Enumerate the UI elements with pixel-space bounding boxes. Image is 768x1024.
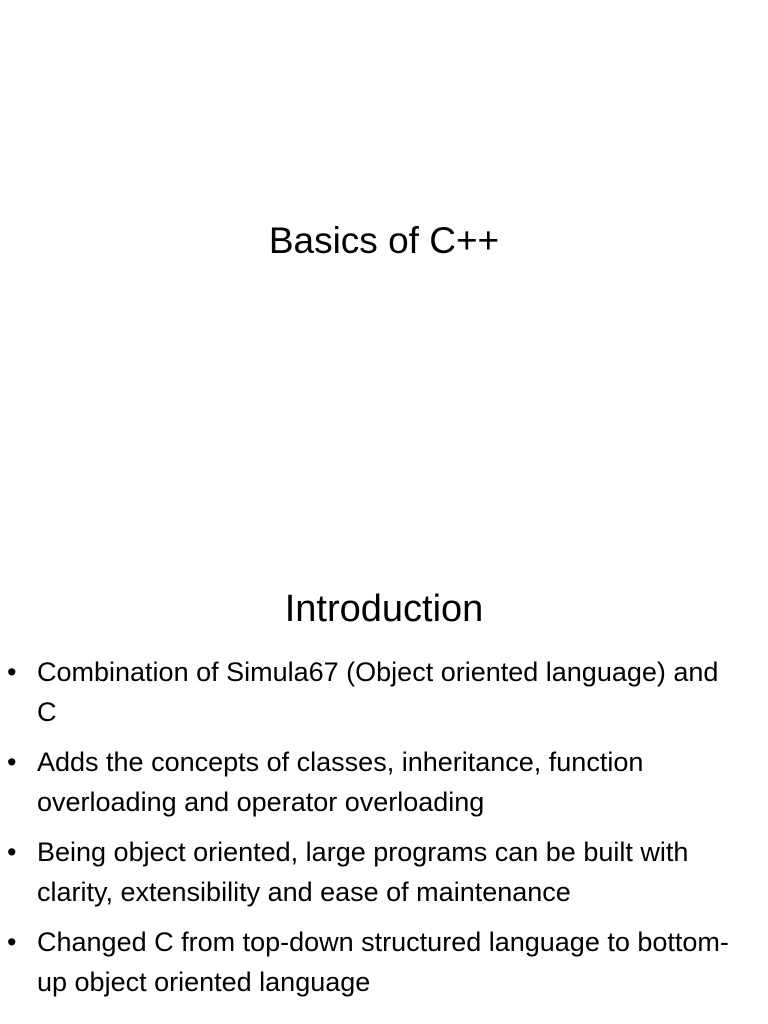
section-heading: Introduction [284,588,484,630]
bullet-icon: • [7,657,17,687]
bullet-item [0,832,768,912]
bullet-icon: • [7,747,17,777]
bullet-item [0,652,768,732]
bullet-icon: • [7,927,17,957]
bullet-list [0,652,768,1012]
bullet-item [0,742,768,822]
bullet-icon: • [7,837,17,867]
bullet-text: Combination of Simula67 (Object oriented language) and C [37,657,719,727]
bullet-text: Changed C from top-down structured language to bottom-up object oriented language [37,927,729,997]
bullet-text: Being object oriented, large programs can be built with clarity, extensibility and ease of maintenance [37,837,689,907]
bullet-item [0,922,768,1002]
bullet-text: Adds the concepts of classes, inheritance, function overloading and operator overloading [37,747,644,817]
slide-title: Basics of C++ [268,220,500,261]
